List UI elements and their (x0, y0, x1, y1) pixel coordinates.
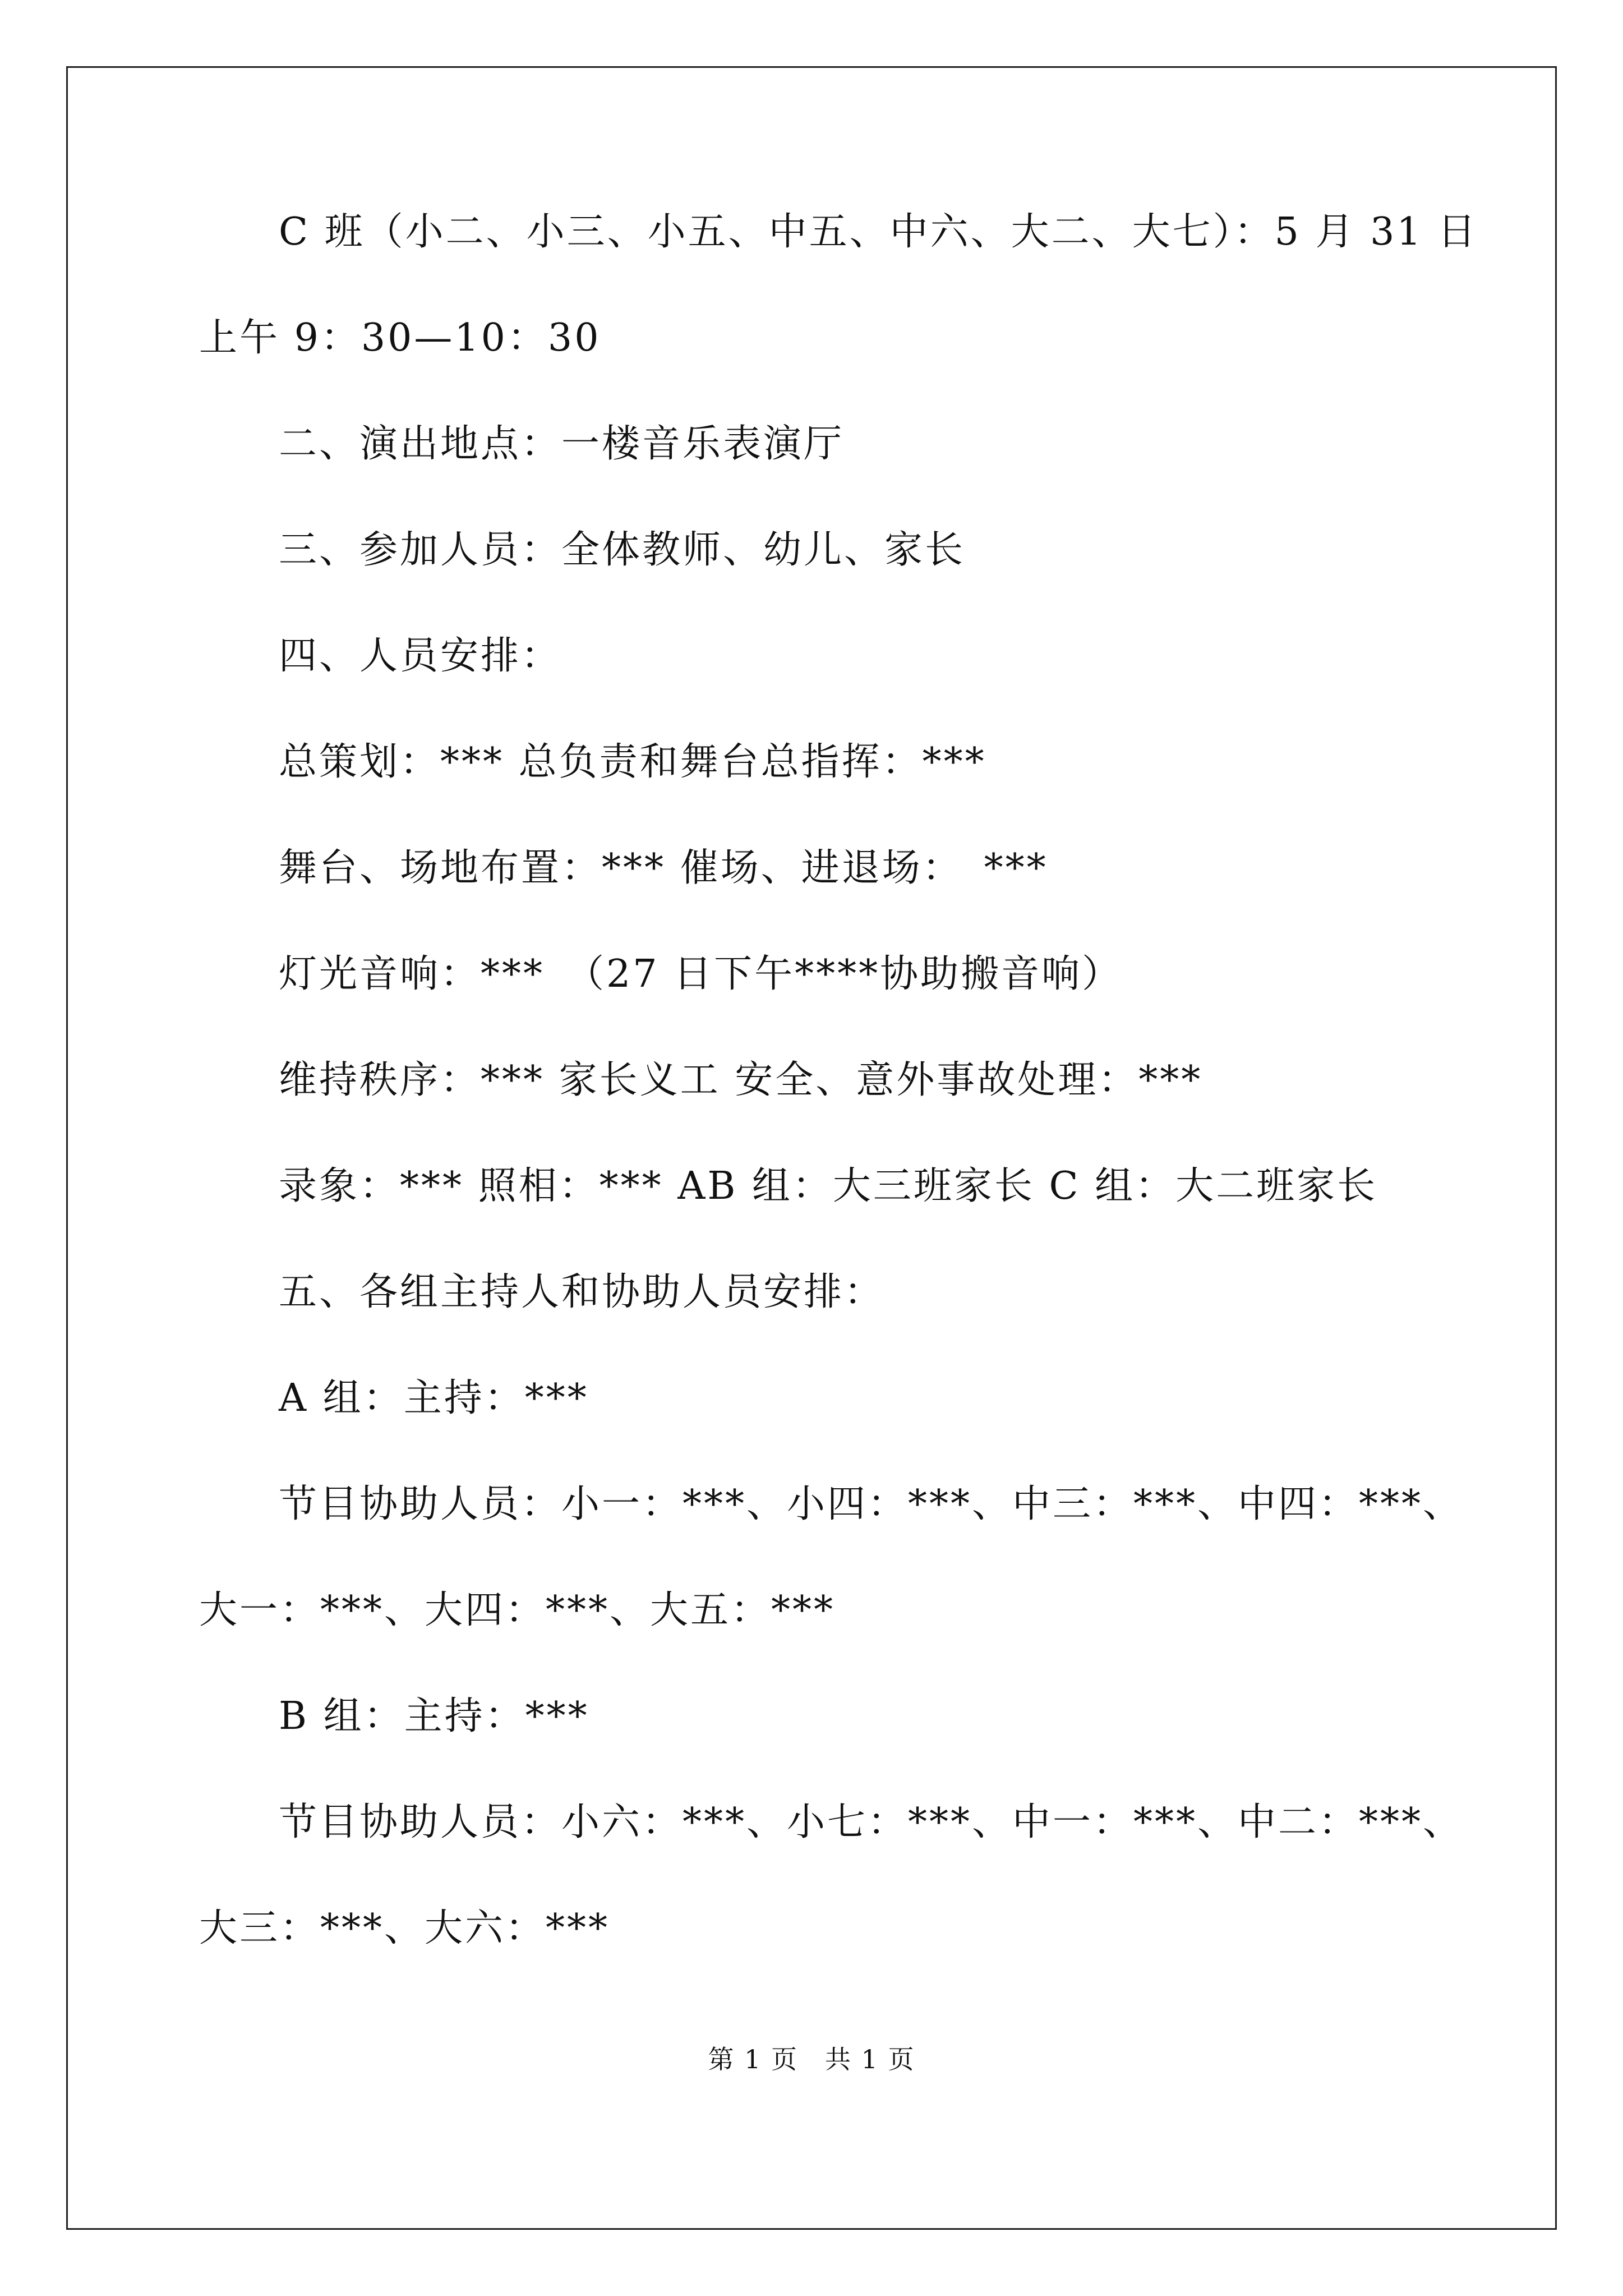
text-line (199, 1800, 1464, 1910)
text-line (199, 316, 1422, 425)
text-line (199, 528, 1422, 637)
text-line (199, 1694, 1422, 1803)
text-line (199, 634, 1422, 743)
text-line (199, 1906, 1422, 2016)
line-text: 总策划：*** 总负责和舞台总指挥：*** (279, 740, 986, 784)
line-text: 上午 9：30—10：30 (199, 316, 601, 360)
line-text: 二、演出地点：一楼音乐表演厅 (279, 422, 845, 466)
line-text: 录象：*** 照相：*** AB 组：大三班家长 C 组：大二班家长 (279, 1164, 1378, 1208)
line-text: 大三：***、大六：*** (199, 1906, 610, 1950)
line-text: 四、人员安排： (279, 634, 562, 678)
line-text: 节目协助人员：小一：***、小四：***、中三：***、中四：***、 (279, 1482, 1464, 1526)
line-text: A 组：主持：*** (279, 1376, 589, 1420)
text-line (199, 422, 1422, 531)
text-line (199, 1270, 1422, 1379)
text-line (199, 1588, 1422, 1697)
line-text: 舞台、场地布置：*** 催场、进退场： *** (279, 846, 1048, 890)
text-line (199, 740, 1422, 849)
line-text: B 组：主持：*** (279, 1694, 589, 1738)
line-text: 大一：***、大四：***、大五：*** (199, 1588, 836, 1632)
text-line (199, 1376, 1422, 1485)
text-line (199, 1058, 1422, 1167)
line-text: 维持秩序：*** 家长义工 安全、意外事故处理：*** (279, 1058, 1203, 1102)
text-line (199, 846, 1422, 955)
text-line (199, 1164, 1422, 1273)
text-line (199, 1482, 1464, 1591)
text-line (199, 952, 1422, 1061)
line-text: 节目协助人员：小六：***、小七：***、中一：***、中二：***、 (279, 1800, 1464, 1844)
page-number: 第 1 页 共 1 页 (708, 2044, 915, 2074)
line-text: 灯光音响：*** （27 日下午****协助搬音响） (279, 952, 1123, 996)
line-text: 三、参加人员：全体教师、幼儿、家长 (279, 528, 966, 572)
document-body (199, 210, 1478, 2016)
line-text: C 班（小二、小三、小五、中五、中六、大二、大七）：5 月 31 日 (279, 210, 1478, 254)
line-text: 五、各组主持人和协助人员安排： (279, 1270, 885, 1314)
text-line (199, 210, 1478, 319)
